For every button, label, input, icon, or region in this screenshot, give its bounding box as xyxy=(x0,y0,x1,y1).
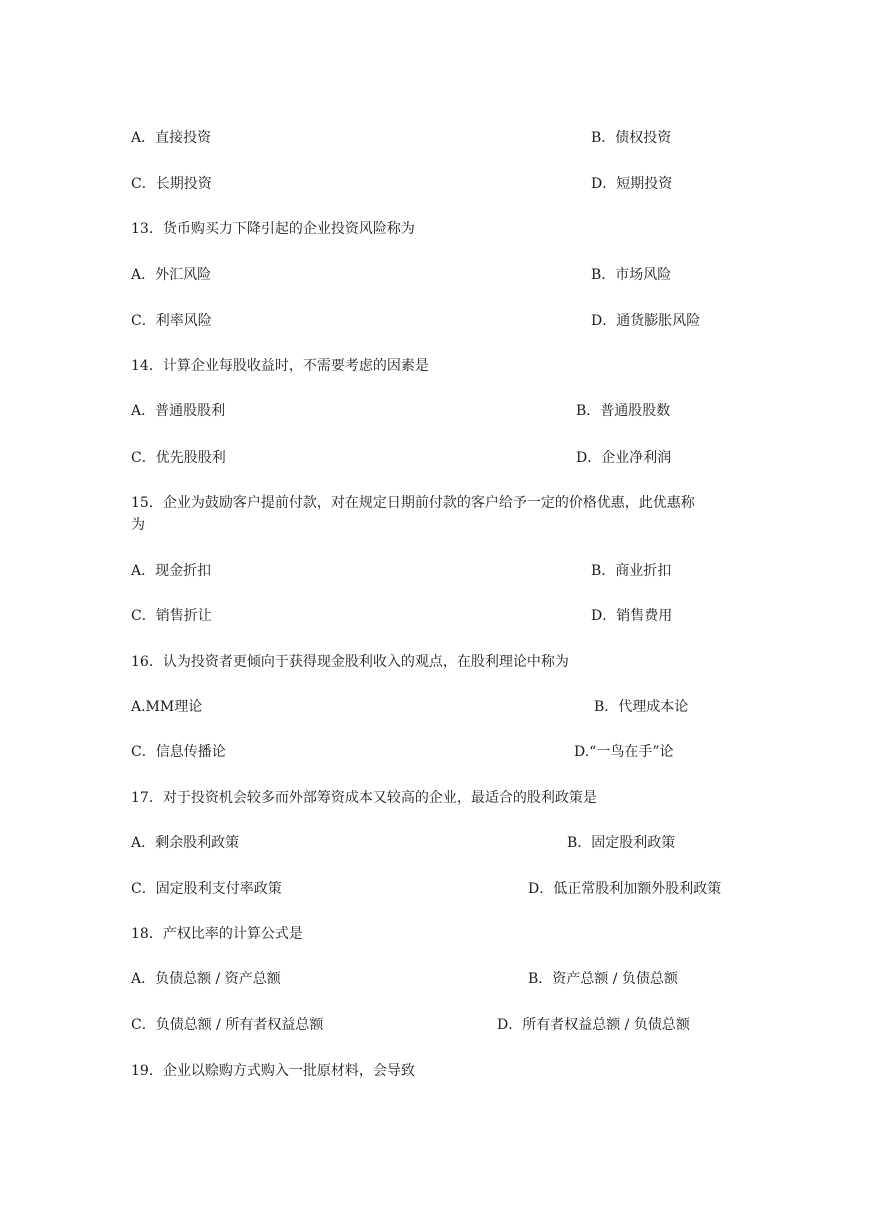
q14-option-a: A．普通股股利 xyxy=(131,403,226,419)
q13-option-c: C．利率风险 xyxy=(131,313,212,329)
q13-option-b: B．市场风险 xyxy=(591,267,672,283)
q16-option-d: D.“一鸟在手”论 xyxy=(574,744,674,760)
q14-stem: 14．计算企业每股收益时，不需要考虑的因素是 xyxy=(131,358,429,374)
q17-option-d: D．低正常股利加额外股利政策 xyxy=(528,881,722,897)
q12-option-b: B．债权投资 xyxy=(591,130,672,146)
q17-stem: 17．对于投资机会较多而外部筹资成本又较高的企业，最适合的股利政策是 xyxy=(131,790,597,806)
q18-stem: 18．产权比率的计算公式是 xyxy=(131,926,303,942)
q16-option-c: C．信息传播论 xyxy=(131,744,226,760)
q12-option-c: C．长期投资 xyxy=(131,176,212,192)
q17-option-c: C．固定股利支付率政策 xyxy=(131,881,282,897)
q14-option-c: C．优先股股利 xyxy=(131,450,226,466)
q14-option-b: B．普通股股数 xyxy=(576,403,671,419)
q14-option-d: D．企业净利润 xyxy=(576,450,672,466)
q15-stem-line1: 15．企业为鼓励客户提前付款，对在规定日期前付款的客户给予一定的价格优惠，此优惠称 xyxy=(131,495,695,511)
q16-stem: 16．认为投资者更倾向于获得现金股利收入的观点，在股利理论中称为 xyxy=(131,654,569,670)
q19-stem: 19．企业以赊购方式购入一批原材料，会导致 xyxy=(131,1063,415,1079)
q18-option-d: D．所有者权益总额 / 负债总额 xyxy=(497,1017,690,1033)
q17-option-a: A．剩余股利政策 xyxy=(131,835,240,851)
q13-option-d: D．通货膨胀风险 xyxy=(591,313,701,329)
q13-option-a: A．外汇风险 xyxy=(131,267,212,283)
q16-option-a: A.MM理论 xyxy=(131,699,203,715)
q15-option-d: D．销售费用 xyxy=(591,608,673,624)
q16-option-b: B．代理成本论 xyxy=(594,699,689,715)
q17-option-b: B．固定股利政策 xyxy=(567,835,676,851)
q18-option-c: C．负债总额 / 所有者权益总额 xyxy=(131,1017,324,1033)
q18-option-a: A．负债总额 / 资产总额 xyxy=(131,971,281,987)
q13-stem: 13．货币购买力下降引起的企业投资风险称为 xyxy=(131,221,415,237)
q15-option-b: B．商业折扣 xyxy=(591,563,672,579)
q12-option-d: D．短期投资 xyxy=(591,176,673,192)
q12-option-a: A．直接投资 xyxy=(131,130,212,146)
q15-option-a: A．现金折扣 xyxy=(131,563,212,579)
q15-stem-line2: 为 xyxy=(131,517,145,533)
q18-option-b: B．资产总额 / 负债总额 xyxy=(528,971,678,987)
q15-option-c: C．销售折让 xyxy=(131,608,212,624)
